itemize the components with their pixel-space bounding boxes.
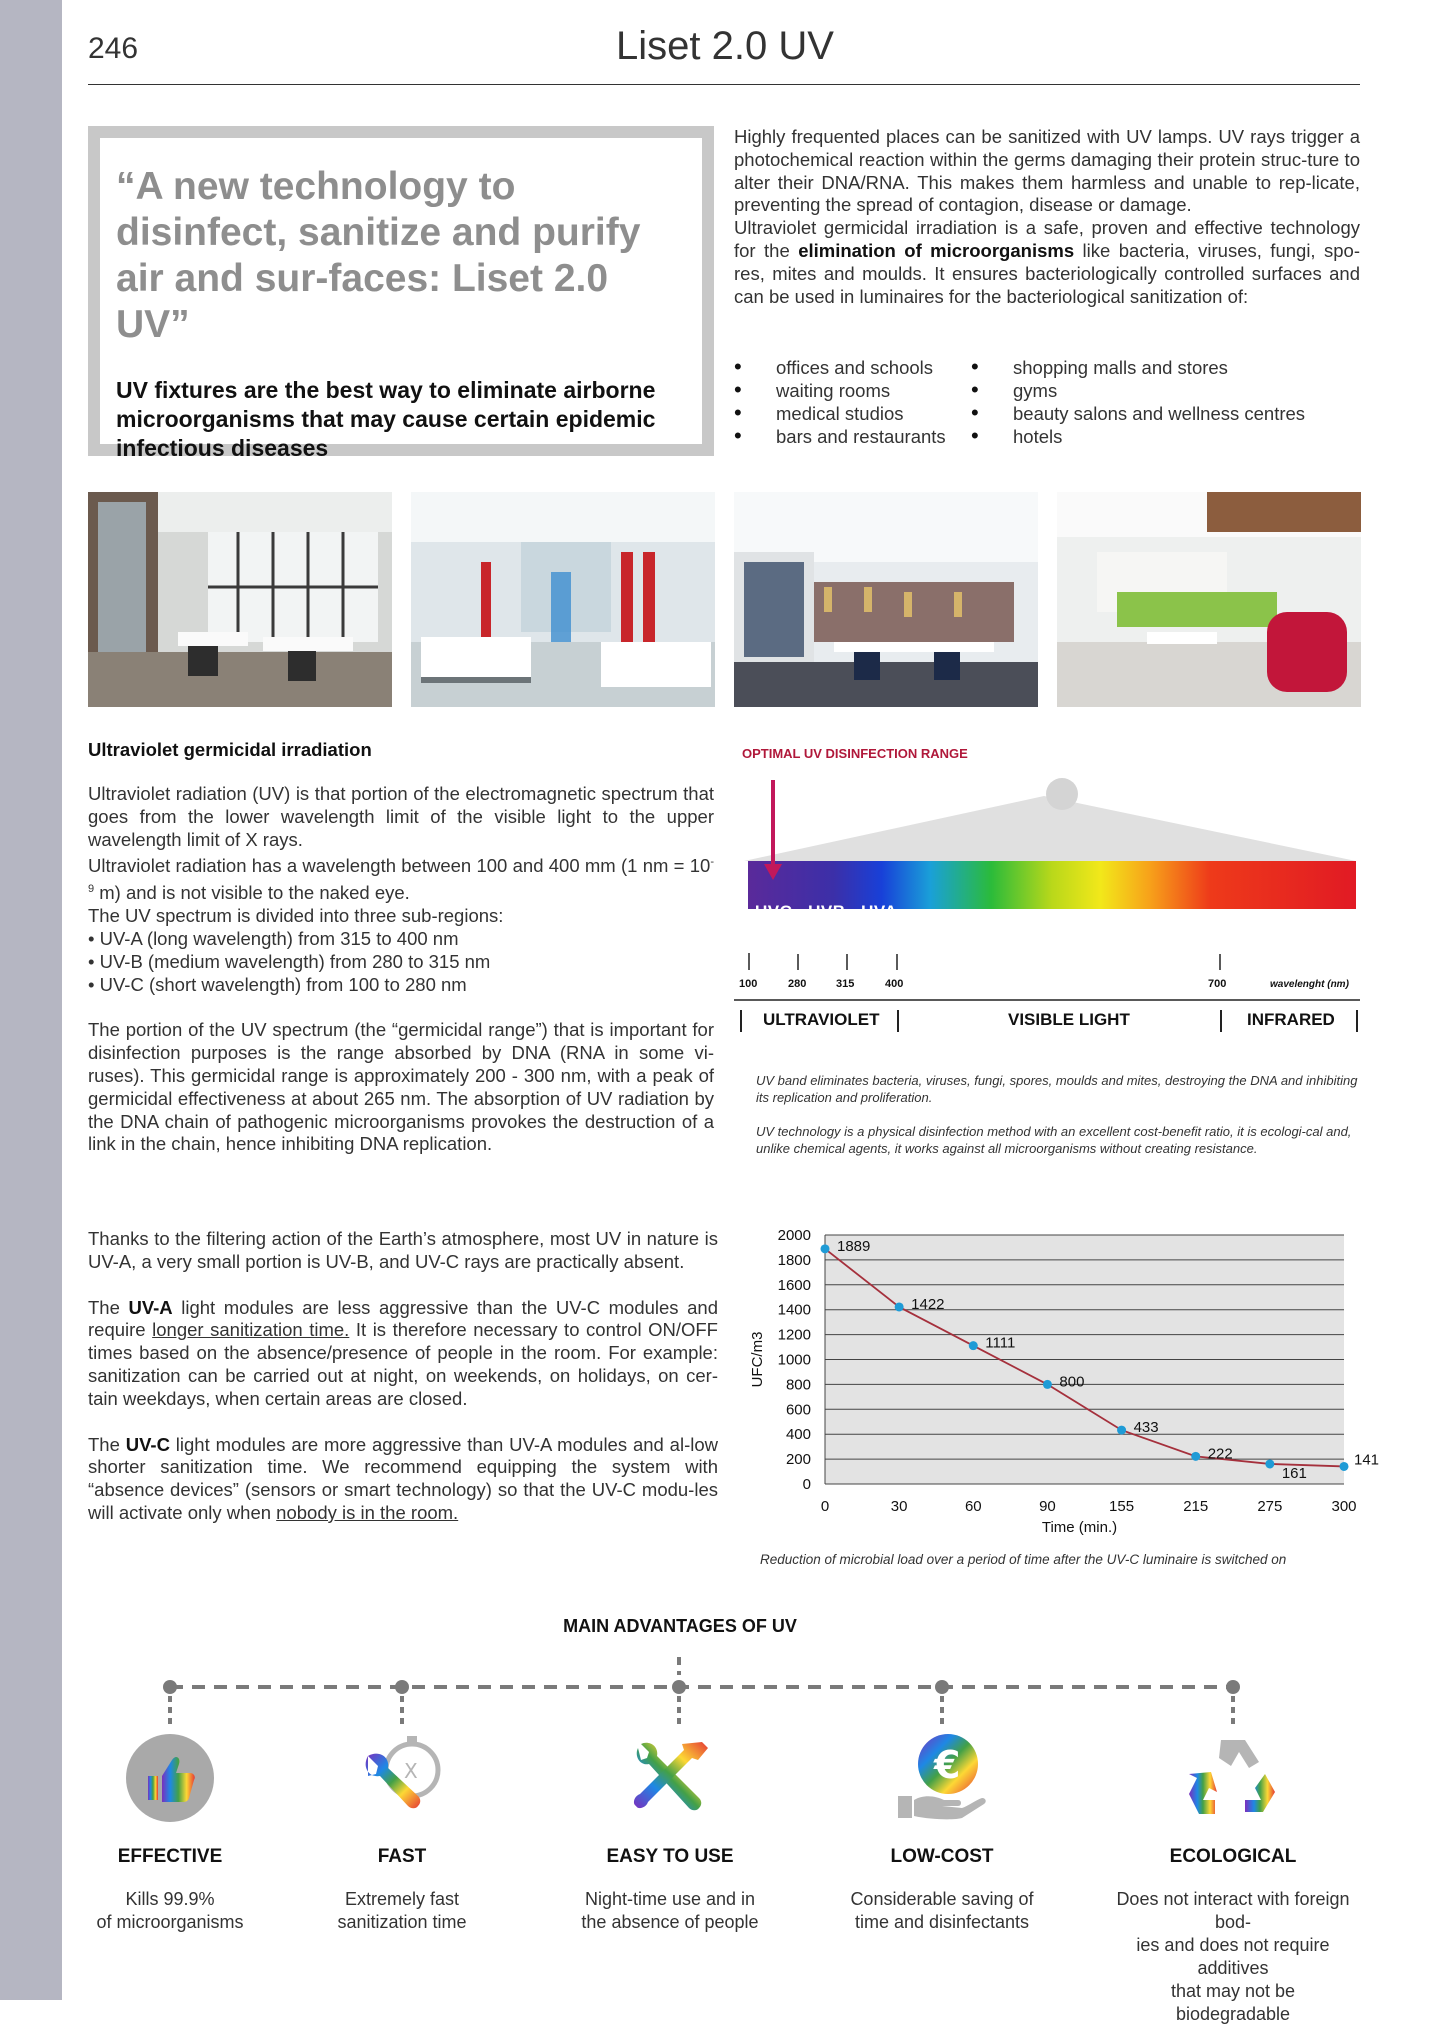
x-tick-label: 275 [1257,1498,1283,1515]
quote-subtext: UV fixtures are the best way to eliminate airborne microorganisms that may cause certain epidemic infectious diseases [116,377,656,461]
data-label: 1889 [837,1237,871,1255]
region-visible-light: VISIBLE LIGHT [1008,1010,1130,1029]
y-tick-label: 0 [802,1476,811,1493]
list-item: • waiting rooms [734,379,946,402]
data-point [821,1244,830,1253]
spectrum-caption-2: UV technology is a physical disinfection method with an excellent cost-benefit ratio, it is ecologi-cal and, unlike chemical agents, it works against all microorganisms without creating resistance. [756,1124,1352,1156]
lamp-light-cone [744,796,1356,861]
spectrum-caption-1: UV band eliminates bacteria, viruses, fungi, spores, moulds and mites, destroying the DNA and inhibiting its replication and proliferation. [756,1073,1358,1105]
y-tick-label: 600 [785,1401,811,1419]
y-tick-label: 800 [785,1376,811,1394]
intro-highlight: elimination of microorganisms [798,239,1075,261]
tick-100: 100 [739,978,758,990]
advantages-title: MAIN ADVANTAGES OF UV [563,1616,797,1636]
region-infrared: INFRARED [1247,1010,1335,1029]
advantage-easy-to-use [550,1730,790,1934]
intro-text [734,126,1360,308]
x-tick-label: 300 [1331,1498,1357,1515]
advantage-desc: Considerable saving of time and disinfectants [850,1889,1034,1932]
data-point [1191,1452,1200,1461]
advantage-desc: Night-time use and in the absence of people [581,1889,759,1932]
advantage-name: LOW-COST [890,1846,994,1867]
x-tick-label: 215 [1183,1498,1209,1515]
places-list-left [734,356,946,448]
y-axis-label: UFC/m3 [749,1331,766,1388]
list-item: • offices and schools [734,356,946,379]
uv-types-text [88,1228,718,1525]
data-point [1265,1459,1274,1468]
uva-paragraph: The UV-A light modules are less aggressive than the UV-C modules and require longer sanitization time. It is therefore necessary to control ON/OFF times based on the absence/presence of people in the room. For example: sanitization can be carried out at night, on weekends, on holidays, on cer-tain weekdays, when certain areas are closed. [88,1296,718,1409]
page-number: 246 [88,32,139,65]
page-title: Liset 2.0 UV [616,24,834,68]
x-tick-label: 30 [890,1498,908,1515]
x-tick-label: 60 [964,1498,982,1515]
data-label: 433 [1133,1419,1159,1437]
recycle-icon [1185,1730,1281,1826]
uvgi-text [88,783,714,1156]
side-strip [0,0,62,2000]
places-list-right [971,356,1305,448]
list-item: • beauty salons and wellness centres [971,402,1305,425]
uvc-paragraph: The UV-C light modules are more aggressive than UV-A modules and al-low shorter sanitization time. We recommend equipping the system with “absence devices” (sensors or smart technology) so that the UV-C modu-les will activate only when nobody is in the room. [88,1433,718,1523]
photo-office [88,492,392,707]
quote-box [88,126,714,461]
chart-caption: Reduction of microbial load over a period of time after the UV-C luminaire is switched on [760,1552,1287,1567]
x-tick-label: 90 [1039,1498,1056,1515]
advantage-name: FAST [377,1846,427,1867]
tools-icon [622,1730,718,1826]
uv-bullet-c: • UV-C (short wavelength) from 100 to 280 nm [88,973,467,995]
wrench-stopwatch-icon [354,1730,450,1826]
y-tick-label: 1200 [777,1326,811,1344]
wavelength-axis [734,948,1360,1008]
svg-text:€: € [934,1743,961,1787]
section-heading-uvgi: Ultraviolet germicidal irradiation [88,739,372,760]
uv-bullet-a: • UV-A (long wavelength) from 315 to 400 nm [88,928,459,950]
list-item: • gyms [971,379,1305,402]
y-tick-label: 400 [785,1426,811,1444]
data-label: 1111 [985,1334,1016,1352]
y-tick-label: 2000 [777,1227,811,1244]
atmosphere-paragraph: Thanks to the filtering action of the Earth’s atmosphere, most UV in nature is UV-A, a very small portion is UV-B, and UV-C rays are practically absent. [88,1228,718,1272]
advantage-name: EFFECTIVE [117,1846,223,1867]
x-tick-label: 155 [1109,1498,1135,1515]
uvgi-paragraph-1: Ultraviolet radiation (UV) is that portion of the electromagnetic spectrum that goes from the lower wavelength limit of the visible light to the upper wavelength limit of X rays. [88,783,714,850]
optimal-range-label: OPTIMAL UV DISINFECTION RANGE [742,746,968,761]
y-tick-label: 200 [785,1451,811,1469]
y-tick-label: 1800 [777,1251,811,1269]
tick-280: 280 [788,978,807,990]
band-uvc: UVC [755,902,793,921]
microbial-load-chart [740,1222,1380,1542]
advantage-desc: Does not interact with foreign bod- ies and does not require additives that may not be biodegradable [1116,1889,1350,2024]
uvgi-paragraph-4: The portion of the UV spectrum (the “germicidal range”) that is important for disinfection purposes is the range absorbed by DNA (RNA in some vi-ruses). This germicidal range is approximately 200 - 300 nm, with a peak of germicidal effectiveness at about 265 nm. The absorption of UV radiation by the DNA chain of pathogenic microorganisms provokes the destruction of a link in the chain, hence inhibiting DNA replication. [88,1019,714,1155]
photo-library [734,492,1038,707]
thumbs-up-icon [124,1732,216,1824]
header-divider [88,84,1360,85]
data-label: 222 [1207,1445,1233,1463]
lamp-icon [1046,778,1078,810]
uv-band-labels [755,902,897,922]
wavelength-unit: wavelenght (nm) [1270,979,1349,990]
quote-text: “A new technology to disinfect, sanitize and purify air and sur-faces: Liset 2.0 UV” [116,165,641,346]
tick-315: 315 [836,978,855,990]
intro-paragraph-1: Highly frequented places can be sanitized with UV lamps. UV rays trigger a photochemical reaction within the germs damaging their protein struc-ture to alter their DNA/RNA. This makes them harmless and unable to rep-licate, preventing the spread of contagion, disease or damage. [734,126,1360,216]
band-uva: UVA [861,902,898,921]
advantage-desc: Kills 99.9% of microorganisms [96,1889,244,1932]
advantages-connector [150,1650,1250,1730]
x-tick-label: 0 [820,1498,830,1515]
advantage-name: ECOLOGICAL [1169,1846,1297,1867]
advantage-desc: Extremely fast sanitization time [337,1889,467,1932]
data-label: 1422 [911,1295,945,1313]
region-ultraviolet: ULTRAVIOLET [763,1010,880,1029]
data-point [1117,1426,1126,1435]
tick-700: 700 [1208,978,1227,990]
band-uvb: UVB [808,902,846,921]
data-label: 800 [1059,1373,1085,1391]
y-tick-label: 1000 [777,1351,811,1369]
list-item: • shopping malls and stores [971,356,1305,379]
list-item: • hotels [971,425,1305,448]
data-point [969,1341,978,1350]
advantage-name: EASY TO USE [606,1846,734,1867]
list-item: • bars and restaurants [734,425,946,448]
x-axis-label: Time (min.) [1041,1519,1118,1536]
y-tick-label: 1400 [777,1301,811,1319]
advantage-low-cost [822,1730,1062,1934]
list-item: • medical studios [734,402,946,425]
svg-text:X: X [404,1759,418,1783]
data-point [1043,1380,1052,1389]
uvgi-paragraph-2: Ultraviolet radiation has a wavelength between 100 and 400 mm (1 nm = $10^{-9}$ m) and is not visible to the naked eye. [88,855,714,904]
uvgi-paragraph-3: The UV spectrum is divided into three sub-regions: [88,905,504,927]
tick-400: 400 [885,978,904,990]
advantage-ecological [1113,1730,1353,2026]
data-label: 161 [1281,1464,1307,1482]
y-tick-label: 1600 [777,1276,811,1294]
advantage-fast [282,1730,522,1934]
photo-hospital [411,492,715,707]
data-point [895,1302,904,1311]
data-label: 141 [1354,1451,1380,1469]
advantage-effective [50,1730,290,1934]
uv-bullet-b: • UV-B (medium wavelength) from 280 to 315 nm [88,950,491,972]
intro-paragraph-2: Ultraviolet germicidal irradiation is a safe, proven and effective technology for the elimination of microorganisms like bacteria, viruses, fungi, spo-res, mites and moulds. It ensures bacteriologically controlled surfaces and can be used in luminaires for the bacteriological sanitization of: [734,217,1360,307]
euro-hand-icon [892,1730,992,1826]
photo-lounge [1057,492,1361,707]
data-point [1340,1462,1349,1471]
